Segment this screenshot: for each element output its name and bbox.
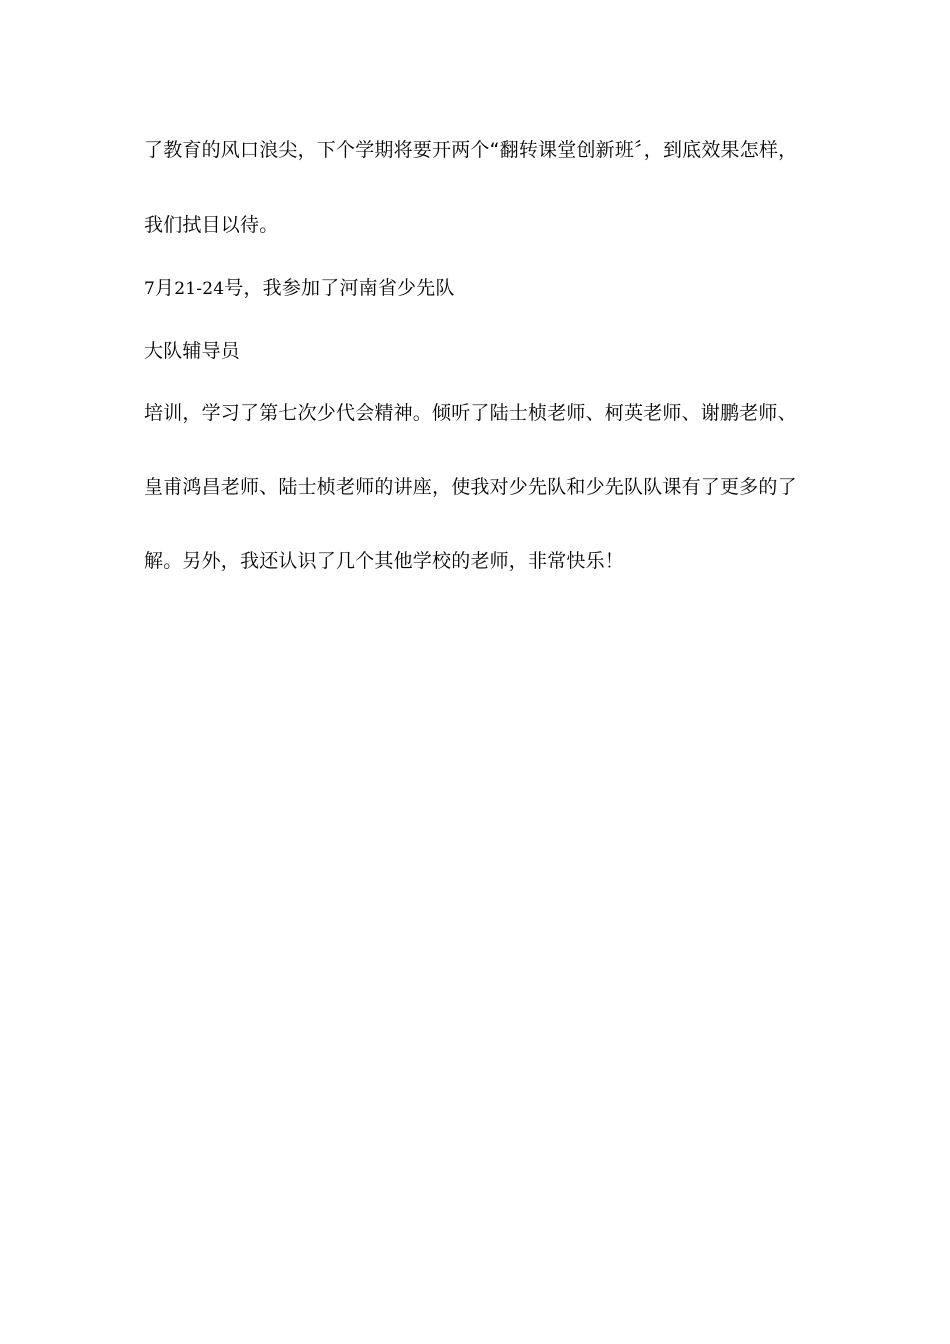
month-number: 7 — [144, 279, 156, 299]
paragraph-line-5: 解。另外，我还认识了几个其他学校的老师，非常快乐！ — [144, 550, 625, 572]
date-line — [144, 275, 455, 302]
paragraph-line-4: 皇甫鸿昌老师、陆士桢老师的讲座，使我对少先队和少先队队课有了更多的了 — [144, 476, 797, 498]
heading-line: 大队辅导员 — [144, 340, 241, 362]
paragraph-line-1: 了教育的风口浪尖，下个学期将要开两个“翻转课堂创新班〞，到底效果怎样， — [144, 139, 798, 161]
paragraph-line-2: 我们拭目以待。 — [144, 214, 279, 236]
date-line-rest: 号，我参加了河南省少先队 — [224, 277, 455, 299]
day-range: 21-24 — [174, 279, 225, 299]
month-char: 月 — [155, 277, 175, 299]
paragraph-line-3: 培训，学习了第七次少代会精神。倾听了陆士桢老师、柯英老师、谢鹏老师、 — [144, 402, 797, 424]
